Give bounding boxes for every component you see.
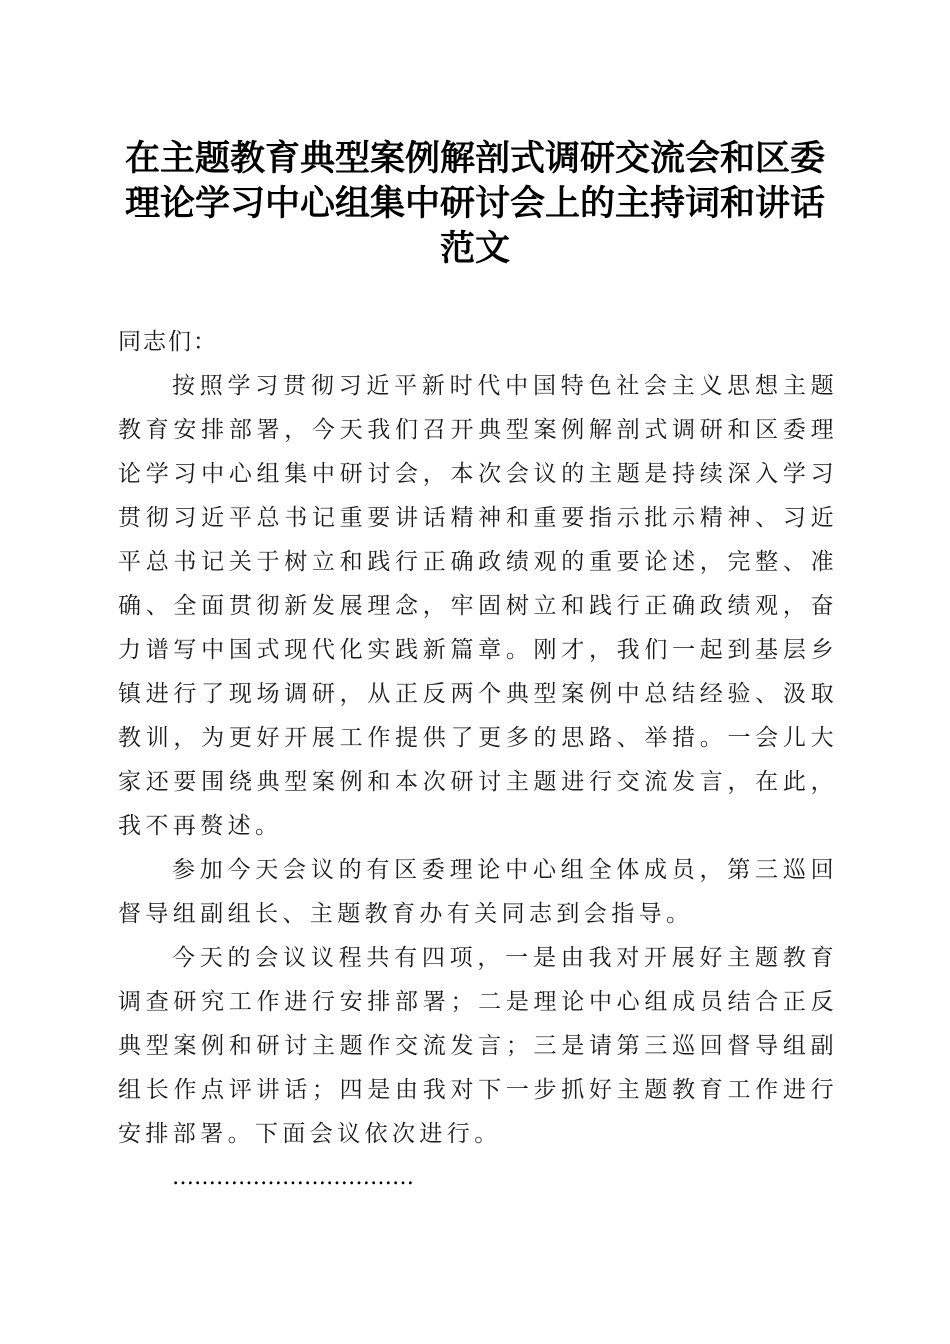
paragraph-agenda: 今天的会议议程共有四项，一是由我对开展好主题教育调查研究工作进行安排部署；二是理论中心组成员结合正反典型案例和研讨主题作交流发言；三是请第三巡回督导组副组长作点评讲话；四是由我对下一步抓好主题教育工作进行安排部署。下面会议依次进行。 [118, 945, 838, 1147]
paragraph-attendees: 参加今天会议的有区委理论中心组全体成员，第三巡回督导组副组长、主题教育办有关同志到会指导。 [118, 857, 838, 927]
document-body [118, 320, 838, 1200]
title-line-3: 范文 [439, 228, 510, 269]
ellipsis-divider: …………………………… [172, 1165, 414, 1190]
title-line-1: 在主题教育典型案例解剖式调研交流会和区委 [124, 138, 825, 179]
document-title [100, 136, 850, 271]
salutation: 同志们： [118, 329, 218, 355]
title-line-2: 理论学习中心组集中研讨会上的主持词和讲话 [124, 183, 825, 224]
paragraph-opening: 按照学习贯彻习近平新时代中国特色社会主义思想主题教育安排部署，今天我们召开典型案例解剖式调研和区委理论学习中心组集中研讨会，本次会议的主题是持续深入学习贯彻习近平总书记重要讲话精神和重要指示批示精神、习近平总书记关于树立和践行正确政绩观的重要论述，完整、准确、全面贯彻新发展理念，牢固树立和践行正确政绩观，奋力谱写中国式现代化实践新篇章。刚才，我们一起到基层乡镇进行了现场调研，从正反两个典型案例中总结经验、汲取教训，为更好开展工作提供了更多的思路、举措。一会儿大家还要围绕典型案例和本次研讨主题进行交流发言，在此，我不再赘述。 [118, 373, 838, 839]
